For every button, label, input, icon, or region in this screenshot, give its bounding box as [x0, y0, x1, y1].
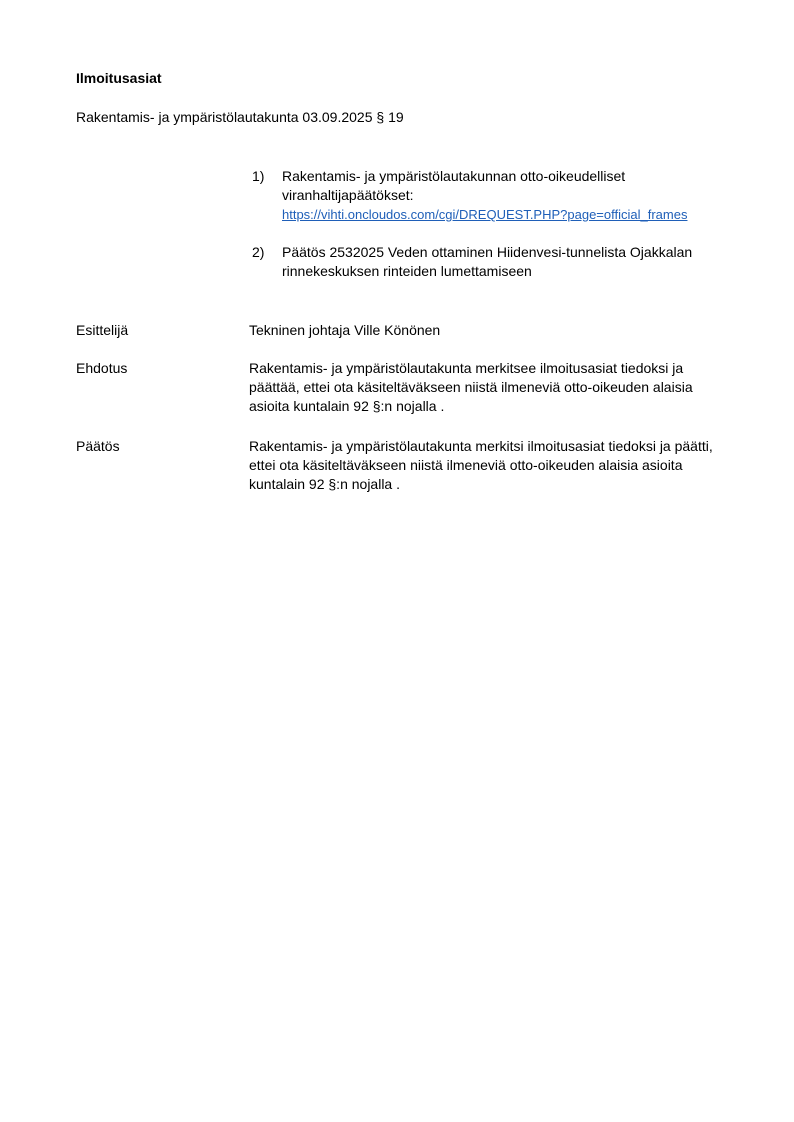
list-item [252, 167, 732, 224]
presenter-label: Esittelijä [76, 322, 129, 338]
list-item-text: viranhaltijapäätökset: [282, 187, 414, 203]
document-title: Ilmoitusasiat [76, 70, 162, 86]
proposal-row [76, 359, 736, 416]
decision-label: Päätös [76, 438, 120, 454]
list-item [252, 243, 732, 281]
presenter-row [76, 321, 736, 340]
list-item-body [282, 167, 732, 224]
notice-list [252, 167, 732, 300]
meeting-reference: Rakentamis- ja ympäristölautakunta 03.09.2025 § 19 [76, 109, 404, 125]
decision-row [76, 437, 736, 494]
decisions-link[interactable]: https://vihti.oncloudos.com/cgi/DREQUEST.PHP?page=official_frames [282, 207, 688, 222]
list-item-number: 2) [252, 244, 265, 260]
presenter-value: Tekninen johtaja Ville Könönen [249, 322, 441, 338]
proposal-text: Rakentamis- ja ympäristölautakunta merkitsee ilmoitusasiat tiedoksi ja päättää, ettei ota käsiteltäväkseen niistä ilmeneviä otto-oikeuden alaisia asioita kuntalain 92 §:n nojalla . [249, 360, 693, 414]
list-item-number: 1) [252, 168, 265, 184]
proposal-label: Ehdotus [76, 360, 128, 376]
list-item-text: Rakentamis- ja ympäristölautakunnan otto-oikeudelliset [282, 168, 626, 184]
list-item-text: Päätös 2532025 Veden ottaminen Hiidenvesi-tunnelista Ojakkalan rinnekeskuksen rinteiden lumettamiseen [282, 244, 693, 279]
decision-text: Rakentamis- ja ympäristölautakunta merkitsi ilmoitusasiat tiedoksi ja päätti, ettei ota käsiteltäväkseen niistä ilmeneviä otto-oikeuden alaisia asioita kuntalain 92 §:n nojalla . [249, 438, 713, 492]
